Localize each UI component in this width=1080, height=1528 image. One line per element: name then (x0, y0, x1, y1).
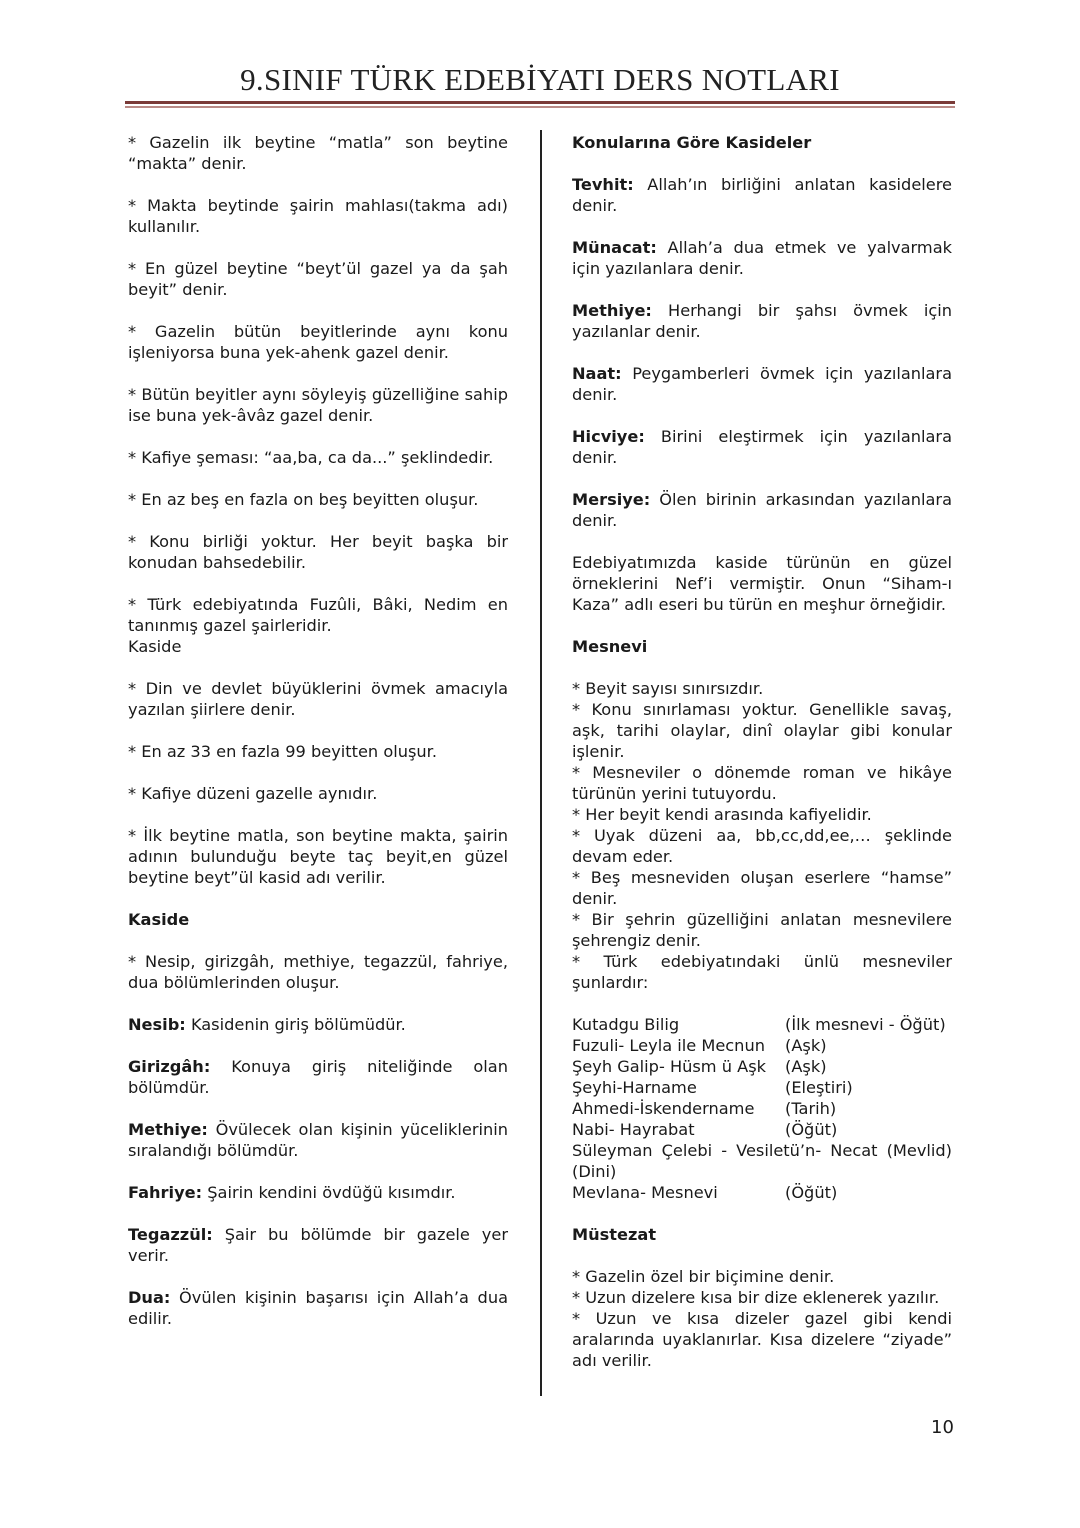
mesnevi-name: Şeyh Galip- Hüsm ü Aşk (572, 1057, 767, 1076)
mesnevi-name: Kutadgu Bilig (572, 1015, 680, 1034)
mesnevi-note-kafiye: * Her beyit kendi arasında kafiyelidir. (572, 805, 872, 824)
header-rule-dark (125, 101, 955, 104)
definition: Kasidenin giriş bölümüdür. (190, 1015, 406, 1034)
gazel-note-yek-ahenk: * Gazelin bütün beyitlerinde aynı konu işleniyorsa buna yek-ahenk gazel denir. (128, 322, 508, 362)
column-divider (540, 130, 542, 1396)
definition: Allah’ın birliğini anlatan kasidelere denir. (572, 175, 952, 215)
kaside-note-beyit-sayisi: * En az 33 en fazla 99 beyitten oluşur. (128, 742, 437, 761)
kaside-type-hicviye (572, 426, 952, 468)
kaside-type-mersiye (572, 489, 952, 531)
kaside-part-tegazzul (128, 1224, 508, 1266)
mesnevi-heading: Mesnevi (572, 637, 648, 656)
mustezat-heading: Müstezat (572, 1225, 657, 1244)
mesnevi-note-sehrengiz: * Bir şehrin güzelliğini anlatan mesnevilere şehrengiz denir. (572, 910, 952, 950)
mesnevi-type: (Tarih) (785, 1099, 837, 1118)
mesnevi-list (572, 1014, 952, 1203)
list-item (572, 1140, 952, 1182)
kaside-part-fahriye (128, 1182, 508, 1203)
kaside-label: Kaside (128, 637, 182, 656)
definition: Konuya giriş niteliğinde olan bölümdür. (128, 1057, 508, 1097)
definition: Peygamberleri övmek için yazılanlara denir. (572, 364, 952, 404)
page-number: 10 (931, 1417, 954, 1438)
term: Münacat: (572, 238, 657, 257)
list-item (572, 1182, 952, 1203)
left-column (128, 132, 508, 1350)
definition: Ölen birinin arkasından yazılanlara denir. (572, 490, 952, 530)
kaside-note-tanim: * Din ve devlet büyüklerini övmek amacıyla yazılan şiirlere denir. (128, 679, 508, 719)
right-column (572, 132, 952, 1371)
definition: Herhangi bir şahsı övmek için yazılanlar denir. (572, 301, 952, 341)
mesnevi-note-roman: * Mesneviler o dönemde roman ve hikâye türünün yerini tutuyordu. (572, 763, 952, 803)
kaside-note-beyit-adlari: * İlk beytine matla, son beytine makta, şairin adının bulunduğu beyte taç beyit,en güzel beytine beyt”ül kasid adı verilir. (128, 826, 508, 887)
mesnevi-name: Ahmedi-İskendername (572, 1099, 755, 1118)
definition: Şairin kendini övdüğü kısımdır. (207, 1183, 456, 1202)
list-item (572, 1098, 952, 1119)
mesnevi-name: Mevlana- Mesnevi (572, 1183, 718, 1202)
term: Mersiye: (572, 490, 651, 509)
mesnevi-type: (Öğüt) (785, 1120, 838, 1139)
term: Methiye: (128, 1120, 208, 1139)
definition: Birini eleştirmek için yazılanlara denir. (572, 427, 952, 467)
list-item (572, 1056, 952, 1077)
gazel-note-beytul-gazel: * En güzel beytine “beyt’ül gazel ya da şah beyit” denir. (128, 259, 508, 299)
kaside-type-methiye (572, 300, 952, 342)
kaside-note-kafiye: * Kafiye düzeni gazelle aynıdır. (128, 784, 378, 803)
mesnevi-name: Süleyman Çelebi - Vesiletü’n- Necat (Mevlid) (Dini) (572, 1141, 952, 1181)
definition: Şair bu bölümde bir gazele yer verir. (128, 1225, 508, 1265)
kaside-note-bolumler: * Nesip, girizgâh, methiye, tegazzül, fahriye, dua bölümlerinden oluşur. (128, 952, 508, 992)
definition: Allah’a dua etmek ve yalvarmak için yazılanlara denir. (572, 238, 952, 278)
gazel-note-yek-avaz: * Bütün beyitler aynı söyleyiş güzelliğine sahip ise buna yek-âvâz gazel denir. (128, 385, 508, 425)
mesnevi-note-konu: * Konu sınırlaması yoktur. Genellikle savaş, aşk, tarihi olaylar, dinî olaylar gibi konular işlenir. (572, 700, 952, 761)
mesnevi-note-beyit: * Beyit sayısı sınırsızdır. (572, 679, 764, 698)
list-item (572, 1077, 952, 1098)
gazel-note-makta: * Makta beytinde şairin mahlası(takma adı) kullanılır. (128, 196, 508, 236)
mustezat-note-uyak: * Uzun ve kısa dizeler gazel gibi kendi aralarında uyaklanırlar. Kısa dizelere “ziyade” adı verilir. (572, 1309, 952, 1370)
kaside-part-dua (128, 1287, 508, 1329)
term: Fahriye: (128, 1183, 203, 1202)
page-title: 9.SINIF TÜRK EDEBİYATI DERS NOTLARI (240, 62, 840, 97)
gazel-note-matla: * Gazelin ilk beytine “matla” son beytine “makta” denir. (128, 133, 508, 173)
gazel-note-beyit-sayisi: * En az beş en fazla on beş beyitten oluşur. (128, 490, 479, 509)
kaside-type-tevhit (572, 174, 952, 216)
mesnevi-note-unlu: * Türk edebiyatındaki ünlü mesneviler şunlardır: (572, 952, 952, 992)
mesnevi-name: Fuzuli- Leyla ile Mecnun (572, 1036, 765, 1055)
term: Tevhit: (572, 175, 634, 194)
mesnevi-type: (Aşk) (785, 1057, 827, 1076)
term: Methiye: (572, 301, 652, 320)
mesnevi-note-hamse: * Beş mesneviden oluşan eserlere “hamse” denir. (572, 868, 952, 908)
mustezat-note-tanim: * Gazelin özel bir biçimine denir. (572, 1267, 835, 1286)
gazel-note-kafiye: * Kafiye şeması: “aa,ba, ca da...” şeklindedir. (128, 448, 494, 467)
term: Naat: (572, 364, 622, 383)
gazel-note-konu: * Konu birliği yoktur. Her beyit başka bir konudan bahsedebilir. (128, 532, 508, 572)
definition: Övülen kişinin başarısı için Allah’a dua edilir. (128, 1288, 508, 1328)
gazel-note-sairler: * Türk edebiyatında Fuzûli, Bâki, Nedim en tanınmış gazel şairleridir. (128, 595, 508, 635)
nefi-note: Edebiyatımızda kaside türünün en güzel örneklerini Nef’i vermiştir. Onun “Siham-ı Kaza” adlı eseri bu türün en meşhur örneğidir. (572, 553, 952, 614)
kaside-part-methiye (128, 1119, 508, 1161)
term: Dua: (128, 1288, 171, 1307)
mesnevi-note-uyak: * Uyak düzeni aa, bb,cc,dd,ee,… şeklinde devam eder. (572, 826, 952, 866)
term: Girizgâh: (128, 1057, 211, 1076)
mesnevi-name: Nabi- Hayrabat (572, 1120, 695, 1139)
term: Tegazzül: (128, 1225, 213, 1244)
list-item (572, 1014, 952, 1035)
mesnevi-type: (Eleştiri) (785, 1078, 853, 1097)
list-item (572, 1119, 952, 1140)
kaside-part-girizgah (128, 1056, 508, 1098)
header-rule-light (125, 106, 955, 108)
term: Hicviye: (572, 427, 645, 446)
konulara-gore-heading: Konularına Göre Kasideler (572, 133, 812, 152)
mustezat-note-dize: * Uzun dizelere kısa bir dize eklenerek yazılır. (572, 1288, 940, 1307)
kaside-heading: Kaside (128, 910, 190, 929)
kaside-type-naat (572, 363, 952, 405)
mesnevi-type: (Aşk) (785, 1036, 827, 1055)
kaside-type-munacat (572, 237, 952, 279)
definition: Övülecek olan kişinin yüceliklerinin sıralandığı bölümdür. (128, 1120, 508, 1160)
mesnevi-type: (Öğüt) (785, 1183, 838, 1202)
mesnevi-type: (İlk mesnevi - Öğüt) (785, 1015, 946, 1034)
term: Nesib: (128, 1015, 186, 1034)
list-item (572, 1035, 952, 1056)
mesnevi-name: Şeyhi-Harname (572, 1078, 697, 1097)
kaside-part-nesib (128, 1014, 508, 1035)
